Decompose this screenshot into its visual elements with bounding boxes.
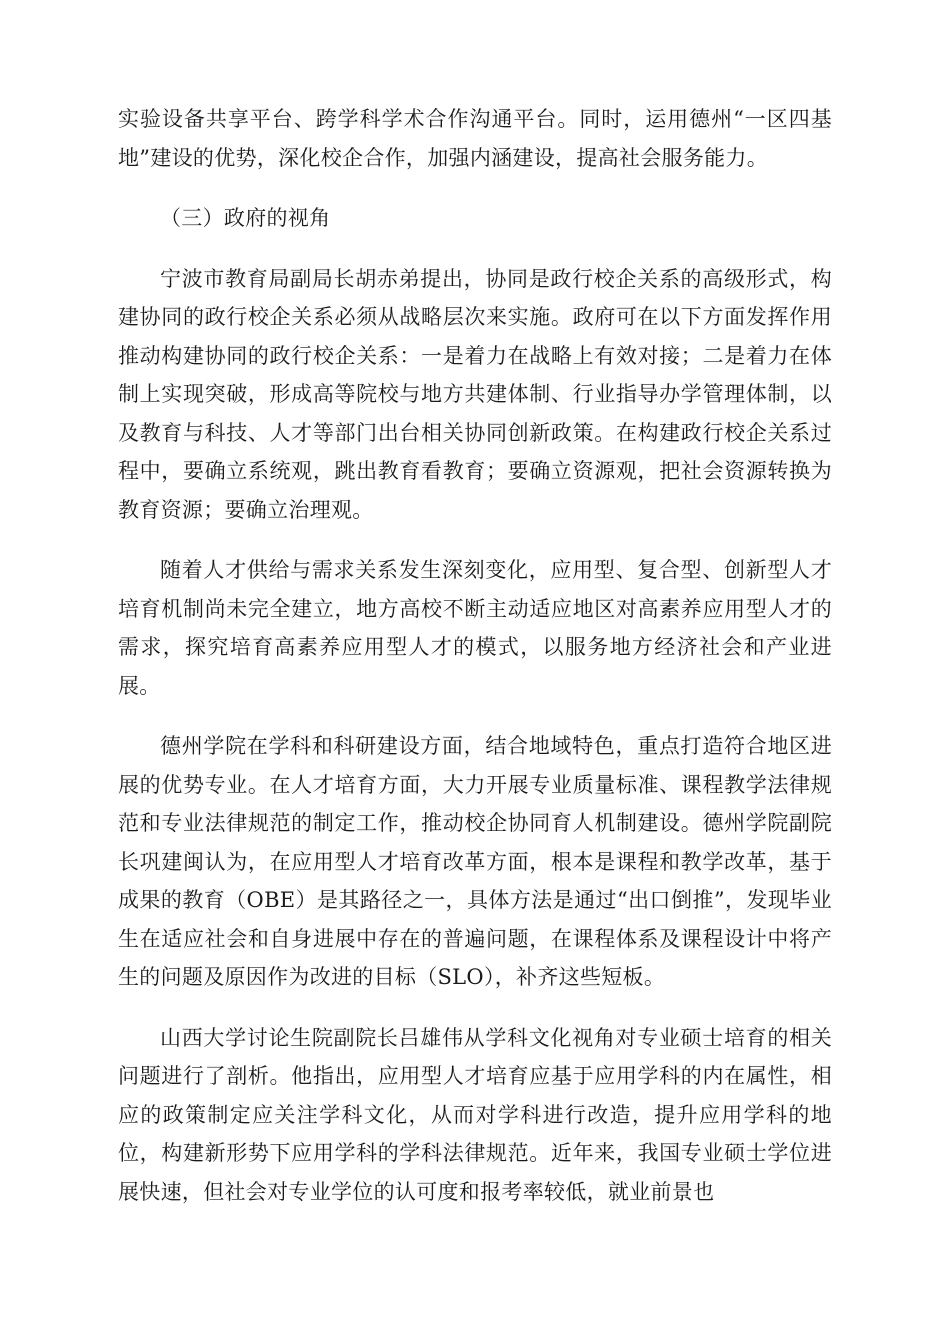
paragraph: 山西大学讨论生院副院长吕雄伟从学科文化视角对专业硕士培育的相关问题进行了剖析。他指出，应用型人才培育应基于应用学科的内在属性，相应的政策制定应关注学科文化，从而对学科进行改造，提升应用学科的地位，构建新形势下应用学科的学科法律规范。近年来，我国专业硕士学位进展快速，但社会对专业学位的认可度和报考率较低，就业前景也 [118, 1025, 832, 1204]
paragraph-continued: 实验设备共享平台、跨学科学术合作沟通平台。同时，运用德州“一区四基地”建设的优势，深化校企合作，加强内涵建设，提高社会服务能力。 [118, 107, 832, 170]
section-heading: （三）政府的视角 [160, 206, 331, 230]
paragraph: 随着人才供给与需求关系发生深刻变化，应用型、复合型、创新型人才培育机制尚未完全建立，地方高校不断主动适应地区对高素养应用型人才的需求，探究培育高素养应用型人才的模式，以服务地方经济社会和产业进展。 [118, 558, 832, 698]
paragraph: 德州学院在学科和科研建设方面，结合地域特色，重点打造符合地区进展的优势专业。在人才培育方面，大力开展专业质量标准、课程教学法律规范和专业法律规范的制定工作，推动校企协同育人机制建设。德州学院副院长巩建闽认为，在应用型人才培育改革方面，根本是课程和教学改革，基于成果的教育（OBE）是其路径之一，具体方法是通过“出口倒推”，发现毕业生在适应社会和自身进展中存在的普遍问题，在课程体系及课程设计中将产生的问题及原因作为改进的目标（SLO），补齐这些短板。 [118, 734, 832, 989]
document-body [118, 100, 832, 1233]
paragraph: 宁波市教育局副局长胡赤弟提出，协同是政行校企关系的高级形式，构建协同的政行校企关系必须从战略层次来实施。政府可在以下方面发挥作用推动构建协同的政行校企关系：一是着力在战略上有效对接；二是着力在体制上实现突破，形成高等院校与地方共建体制、行业指导办学管理体制，以及教育与科技、人才等部门出台相关协同创新政策。在构建政行校企关系过程中，要确立系统观，跳出教育看教育；要确立资源观，把社会资源转换为教育资源；要确立治理观。 [118, 266, 832, 522]
